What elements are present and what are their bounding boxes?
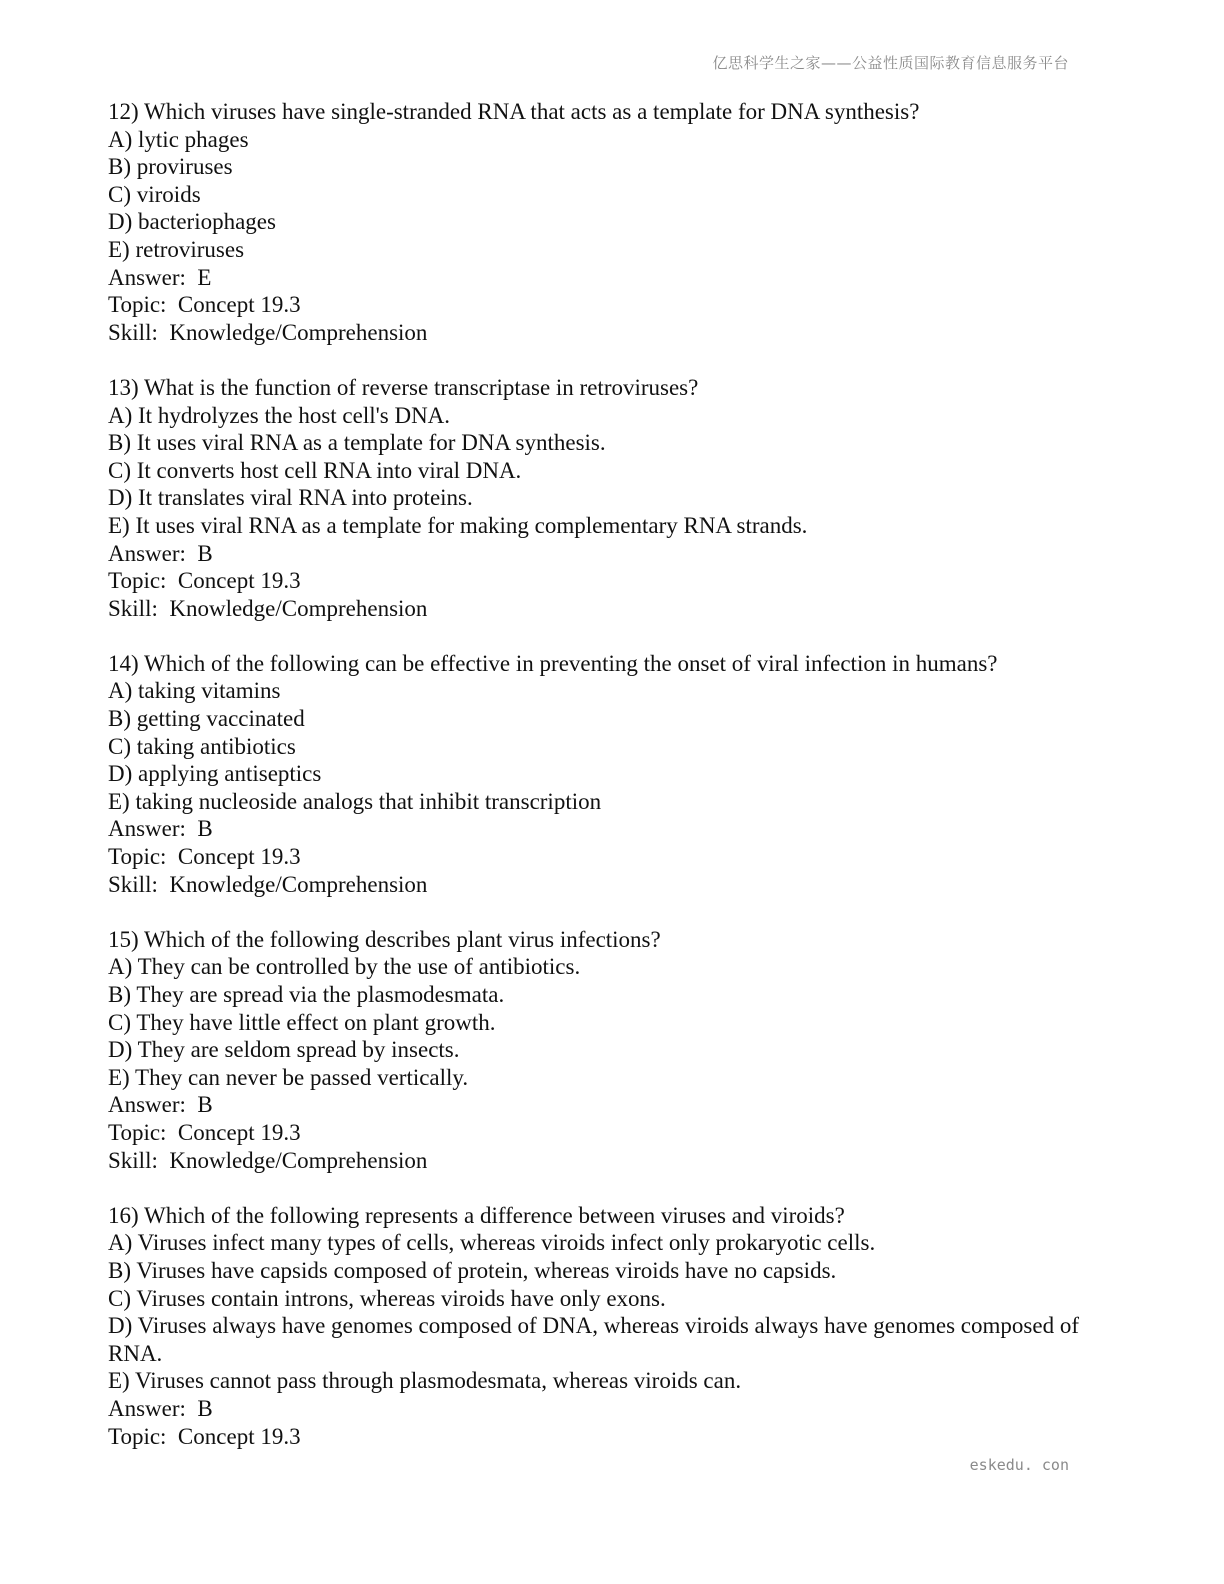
choice-c: C) viroids xyxy=(108,181,201,207)
choice-b: B) Viruses have capsids composed of protein, whereas viroids have no capsids. xyxy=(108,1257,837,1283)
question-14 xyxy=(108,650,1108,898)
question-16 xyxy=(108,1202,1108,1450)
answer: Answer: E xyxy=(108,264,212,290)
choice-a: A) They can be controlled by the use of antibiotics. xyxy=(108,954,581,980)
skill: Skill: Knowledge/Comprehension xyxy=(108,595,428,621)
choice-b: B) proviruses xyxy=(108,154,233,180)
answer: Answer: B xyxy=(108,816,213,842)
choice-e: E) taking nucleoside analogs that inhibit transcription xyxy=(108,788,602,814)
choice-b: B) They are spread via the plasmodesmata. xyxy=(108,982,505,1007)
choice-c: C) It converts host cell RNA into viral DNA. xyxy=(108,457,522,483)
choice-d: D) bacteriophages xyxy=(108,209,276,235)
question-stem: 14) Which of the following can be effective in preventing the onset of viral infection in humans? xyxy=(108,650,998,676)
choice-a: A) lytic phages xyxy=(108,126,249,152)
choice-c: C) taking antibiotics xyxy=(108,733,296,759)
skill: Skill: Knowledge/Comprehension xyxy=(108,871,428,897)
question-stem: 12) Which viruses have single-stranded RNA that acts as a template for DNA synthesis? xyxy=(108,99,920,124)
footer-watermark: eskedu. con xyxy=(969,1456,1069,1474)
choice-e: E) They can never be passed vertically. xyxy=(108,1064,469,1090)
choice-a: A) taking vitamins xyxy=(108,678,281,704)
question-12 xyxy=(108,98,1108,346)
topic: Topic: Concept 19.3 xyxy=(108,844,301,870)
topic: Topic: Concept 19.3 xyxy=(108,1423,301,1449)
answer: Answer: B xyxy=(108,1395,213,1421)
choice-d: D) It translates viral RNA into proteins. xyxy=(108,485,473,511)
choice-d: D) They are seldom spread by insects. xyxy=(108,1037,460,1063)
choice-c: C) They have little effect on plant growth. xyxy=(108,1009,496,1035)
choice-a: A) It hydrolyzes the host cell's DNA. xyxy=(108,402,451,428)
choice-d: D) applying antiseptics xyxy=(108,761,322,787)
topic: Topic: Concept 19.3 xyxy=(108,1119,301,1145)
choice-e: E) retroviruses xyxy=(108,236,245,262)
choice-b: B) It uses viral RNA as a template for DNA synthesis. xyxy=(108,430,606,456)
skill: Skill: Knowledge/Comprehension xyxy=(108,1147,428,1173)
header-watermark: 亿思科学生之家——公益性质国际教育信息服务平台 xyxy=(712,54,1069,72)
question-15 xyxy=(108,926,1108,1174)
question-list xyxy=(108,98,1108,1478)
question-stem: 15) Which of the following describes plant virus infections? xyxy=(108,926,661,952)
question-stem: 13) What is the function of reverse transcriptase in retroviruses? xyxy=(108,374,699,400)
answer: Answer: B xyxy=(108,1092,213,1118)
skill: Skill: Knowledge/Comprehension xyxy=(108,319,428,345)
answer: Answer: B xyxy=(108,540,213,566)
question-13 xyxy=(108,374,1108,622)
question-stem: 16) Which of the following represents a difference between viruses and viroids? xyxy=(108,1202,845,1228)
choice-b: B) getting vaccinated xyxy=(108,706,305,732)
choice-e: E) It uses viral RNA as a template for making complementary RNA strands. xyxy=(108,512,808,538)
choice-e: E) Viruses cannot pass through plasmodesmata, whereas viroids can. xyxy=(108,1368,742,1394)
choice-a: A) Viruses infect many types of cells, whereas viroids infect only prokaryotic cells. xyxy=(108,1230,876,1256)
topic: Topic: Concept 19.3 xyxy=(108,568,301,594)
choice-d: D) Viruses always have genomes composed of DNA, whereas viroids always have genomes composed of RNA. xyxy=(108,1313,1085,1366)
topic: Topic: Concept 19.3 xyxy=(108,292,301,318)
choice-c: C) Viruses contain introns, whereas viroids have only exons. xyxy=(108,1285,666,1311)
